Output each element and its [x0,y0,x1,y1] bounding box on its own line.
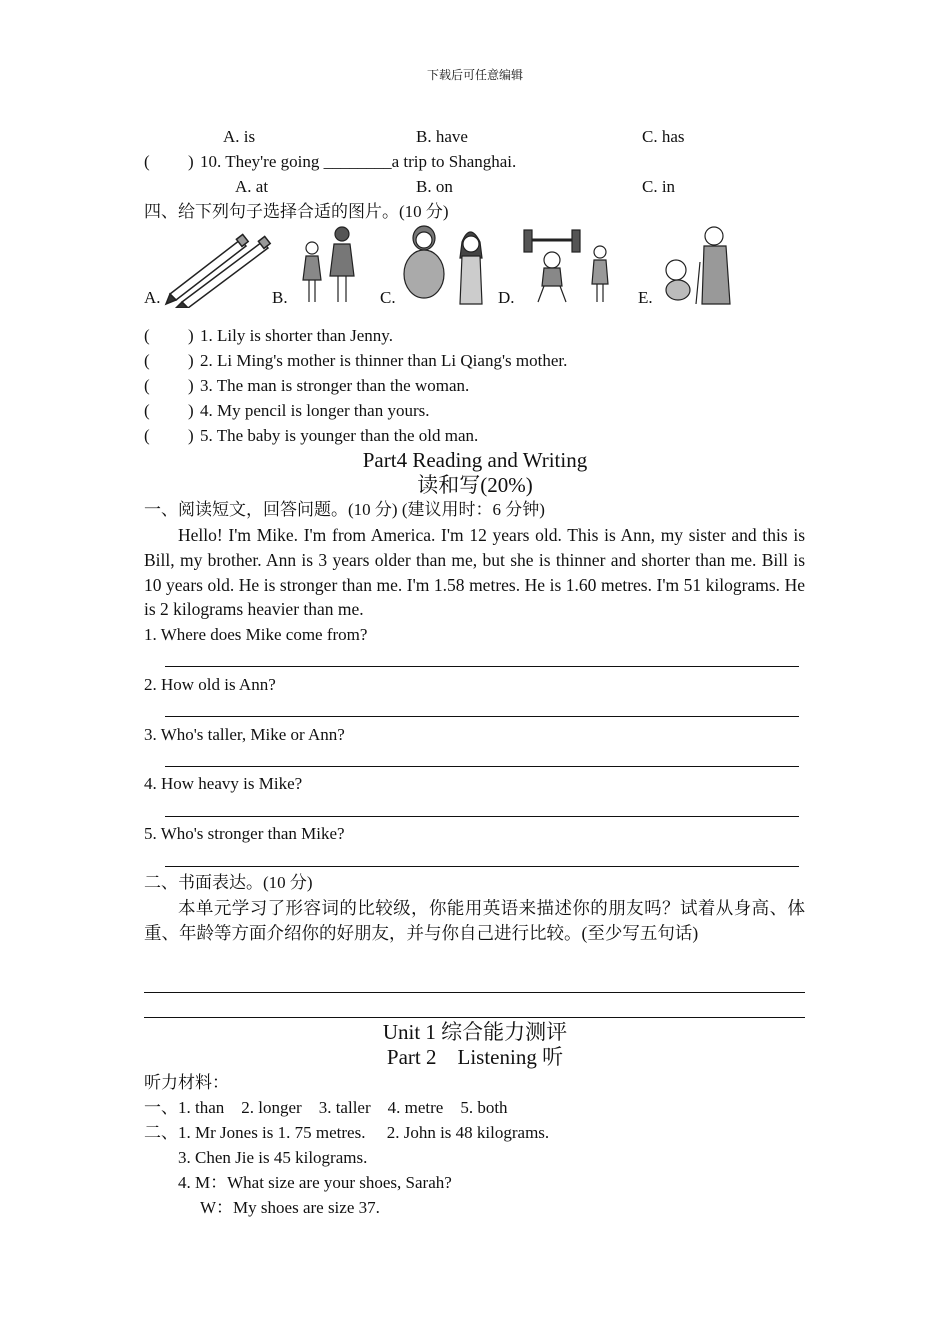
part2-title: Part 2 Listening 听 [386,1045,564,1069]
listening-line: 二、1. Mr Jones is 1. 75 metres. 2. John is 48 kilograms. [144,1123,550,1142]
unit-title: Unit 1 综合能力测评 [382,1020,568,1044]
part4-subtitle: 读和写(20%) [417,473,533,497]
item-paren-close: ) [188,401,194,420]
writing-line[interactable] [144,1017,805,1018]
answer-line[interactable] [165,766,799,767]
question: 3. Who's taller, Mike or Ann? [144,725,345,744]
item-paren-open: ( [144,326,150,345]
q10-option-a: A. at [235,177,269,196]
item-paren-close: ) [188,351,194,370]
writing-title: 二、书面表达。(10 分) [144,873,313,892]
two-mothers-picture [402,222,494,308]
picture-label-d: D. [498,288,515,307]
question: 2. How old is Ann? [144,675,276,694]
picture-item: 2. Li Ming's mother is thinner than Li Qiang's mother. [200,351,568,370]
answer-line[interactable] [165,666,799,667]
q10-paren-open: ( [144,152,150,171]
item-paren-open: ( [144,426,150,445]
reading-title: 一、阅读短文，回答问题。(10 分) (建议用时：6 分钟) [144,500,545,519]
listening-line: 3. Chen Jie is 45 kilograms. [178,1148,368,1167]
item-paren-close: ) [188,426,194,445]
picture-item: 3. The man is stronger than the woman. [200,376,470,395]
item-paren-close: ) [188,376,194,395]
picture-label-a: A. [144,288,161,307]
two-girls-picture [298,222,360,308]
page-header: 下载后可任意编辑 [426,68,523,82]
item-paren-open: ( [144,351,150,370]
reading-passage: Hello! I'm Mike. I'm from America. I'm 12 years old. This is Ann, my sister and this is Bill, my brother. Ann is 3 years older than me, but she is thinner and shorter than me. Bill is 10 years old. He is stronger than me. I'm 1.58 metres. He is 1.60 metres. I'm 51 kilograms. He is 2 kilograms heavier than me. [144,525,805,620]
item-paren-open: ( [144,376,150,395]
question: 4. How heavy is Mike? [144,774,303,793]
q10-paren-close: ) [188,152,194,171]
section4-title: 四、给下列句子选择合适的图片。(10 分) [144,202,449,221]
picture-item: 4. My pencil is longer than yours. [200,401,430,420]
q9-option-c: C. has [642,127,685,146]
listening-line: 4. M：What size are your shoes, Sarah? [178,1173,452,1192]
answer-line[interactable] [165,866,799,867]
q10-option-c: C. in [642,177,676,196]
q10-option-b: B. on [416,177,453,196]
question: 5. Who's stronger than Mike? [144,824,345,843]
picture-label-b: B. [272,288,288,307]
baby-and-old-man-picture [660,222,740,308]
answer-line[interactable] [165,716,799,717]
weightlifter-picture [522,222,616,308]
picture-label-c: C. [380,288,396,307]
item-paren-open: ( [144,401,150,420]
item-paren-close: ) [188,326,194,345]
picture-label-e: E. [638,288,653,307]
q10-stem: 10. They're going ________a trip to Shanghai. [200,152,517,171]
question: 1. Where does Mike come from? [144,625,368,644]
picture-item: 5. The baby is younger than the old man. [200,426,479,445]
q9-option-a: A. is [223,127,256,146]
listening-line: 一、1. than 2. longer 3. taller 4. metre 5. both [144,1098,508,1117]
listening-line: W：My shoes are size 37. [200,1198,380,1217]
writing-prompt: 本单元学习了形容词的比较级，你能用英语来描述你的朋友吗？试着从身高、体重、年龄等方面介绍你的好朋友，并与你自己进行比较。(至少写五句话) [144,898,805,943]
part4-title: Part4 Reading and Writing [362,448,588,472]
writing-line[interactable] [144,992,805,993]
answer-line[interactable] [165,816,799,817]
pencils-picture [164,222,274,308]
q9-option-b: B. have [416,127,468,146]
picture-item: 1. Lily is shorter than Jenny. [200,326,393,345]
listening-label: 听力材料： [144,1073,229,1092]
